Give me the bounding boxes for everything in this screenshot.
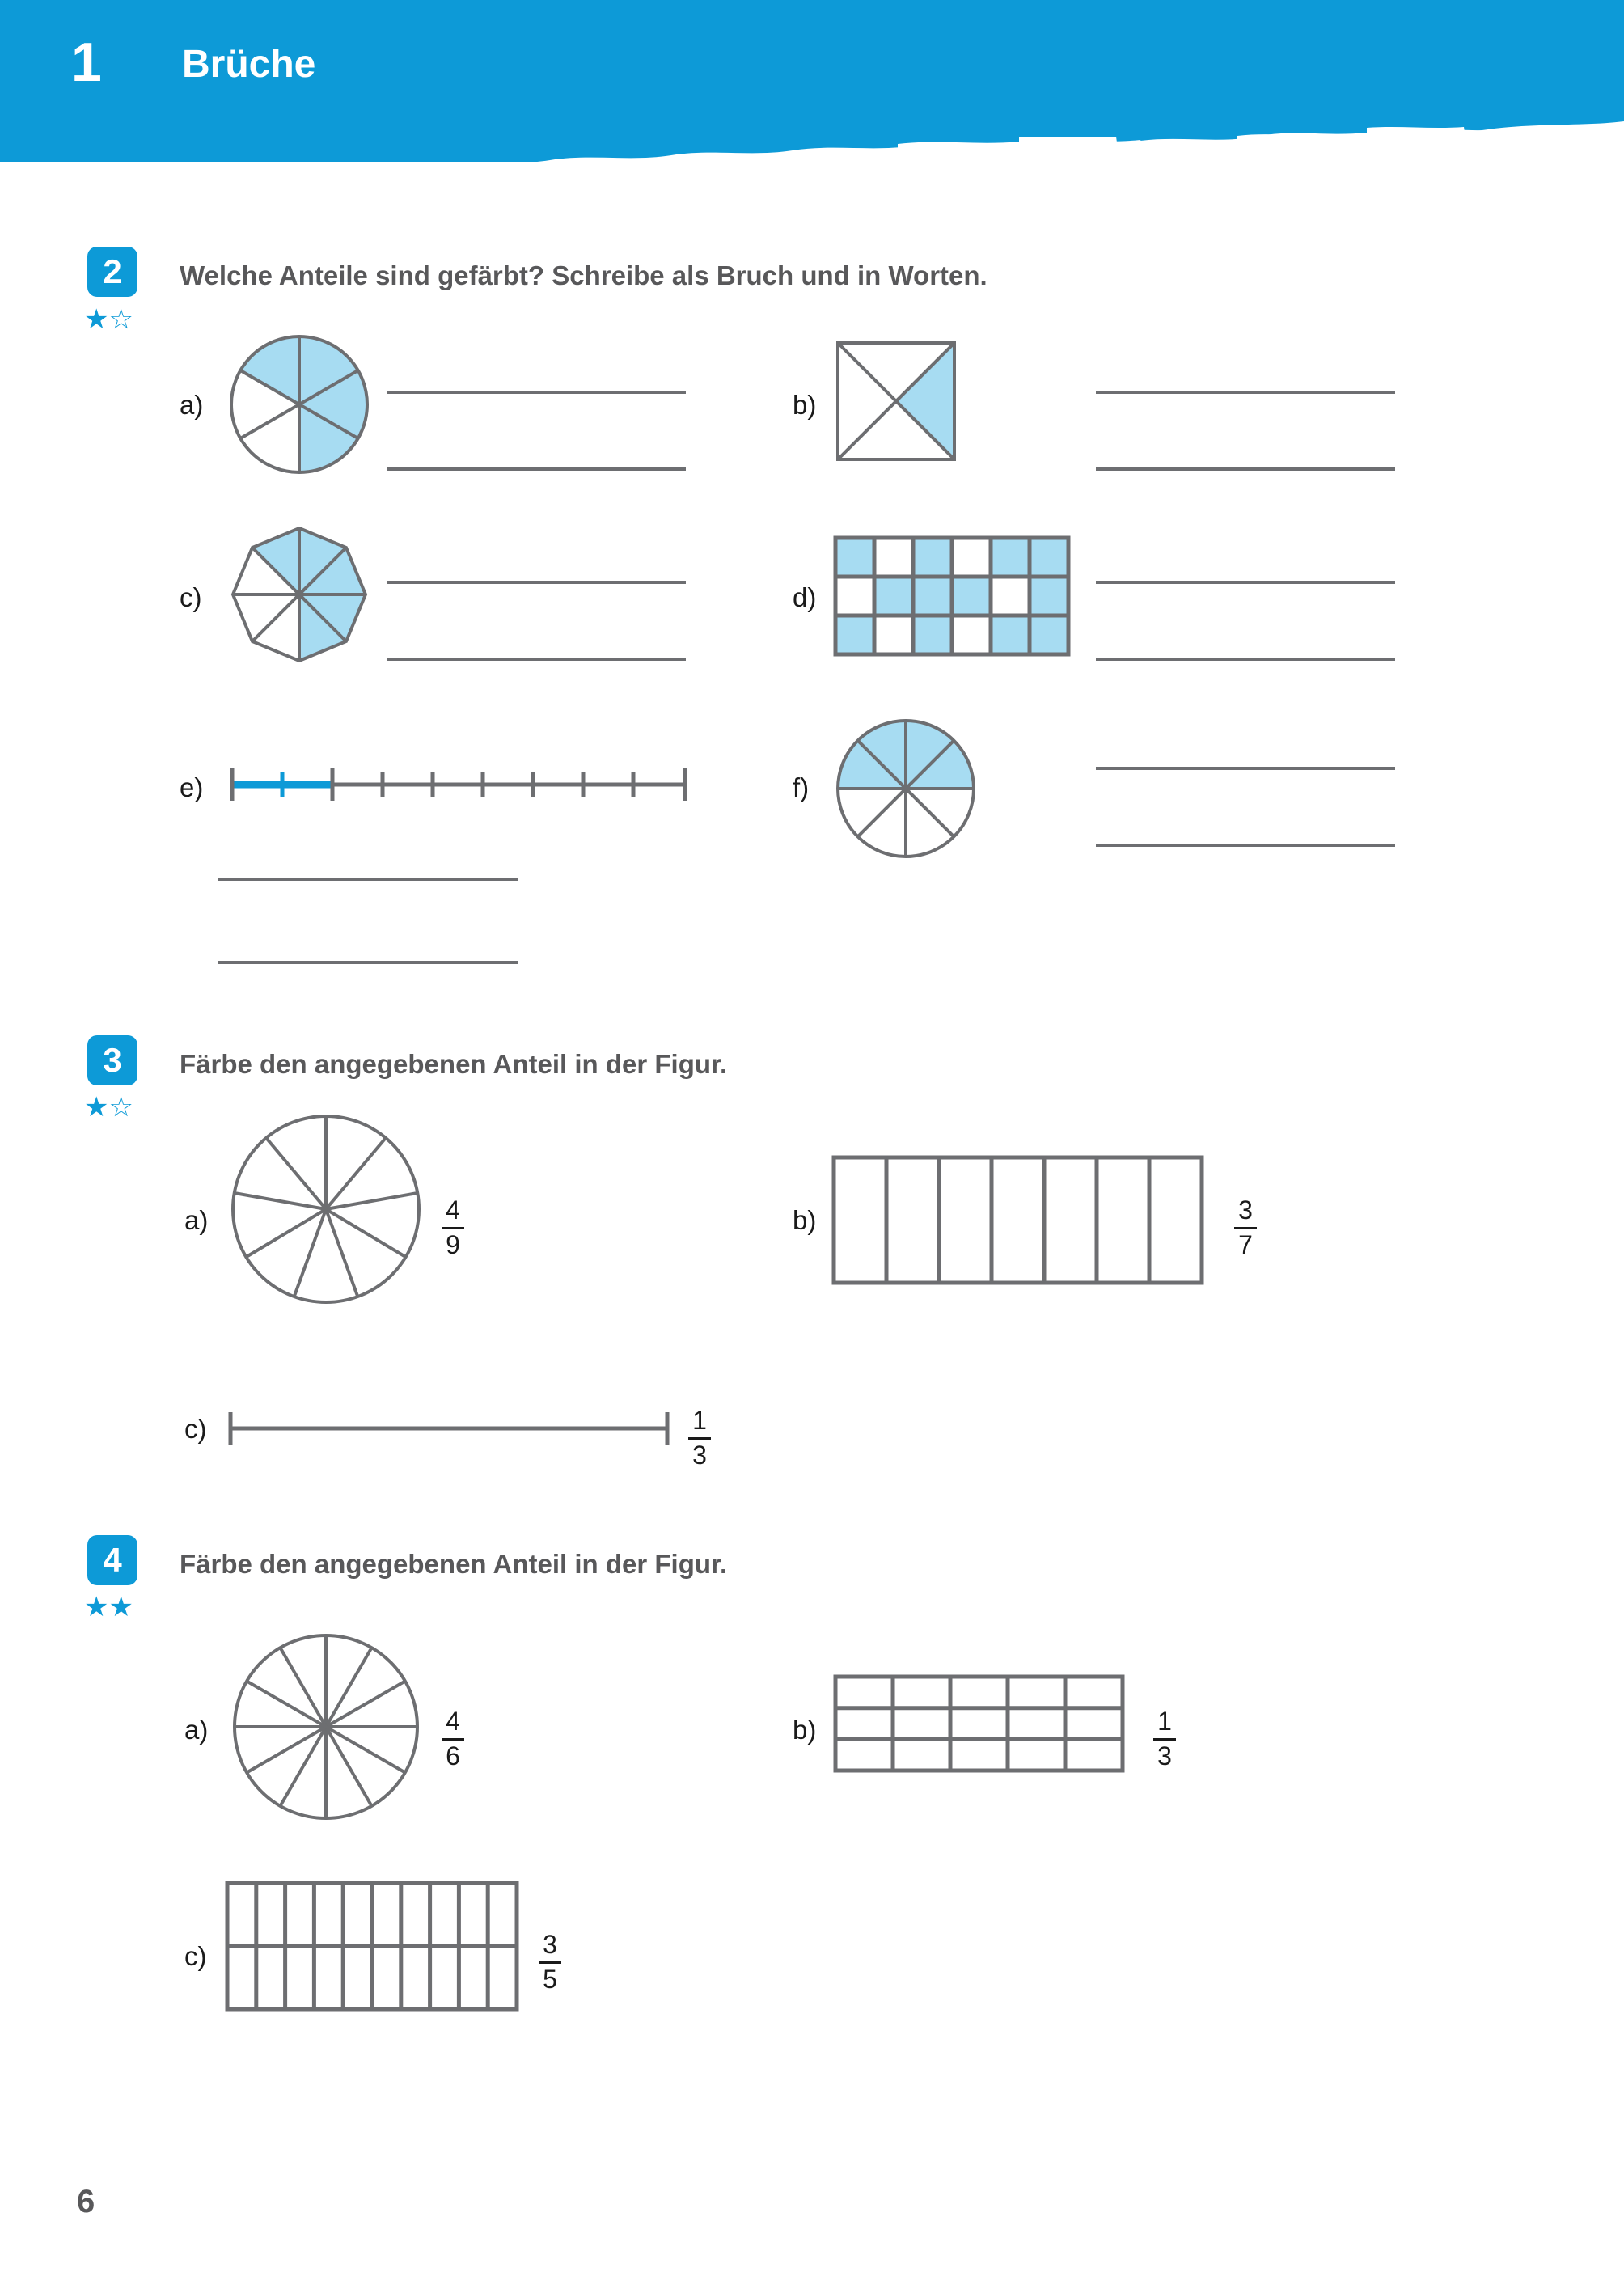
- fraction-bar: [539, 1961, 561, 1964]
- fraction-denominator: 7: [1238, 1229, 1253, 1259]
- item-label-3b: b): [793, 1205, 817, 1235]
- banner-brush-edge: [0, 121, 1624, 214]
- item-label-4b: b): [793, 1715, 817, 1745]
- item-label-2b: b): [793, 390, 817, 420]
- fraction-numerator: 4: [446, 1707, 460, 1736]
- figure-circle-6-sectors: [226, 332, 372, 477]
- figure-circle-9-sectors[interactable]: [225, 1108, 427, 1310]
- fraction-numerator: 1: [1157, 1707, 1172, 1736]
- figure-grid-6x3: [833, 535, 1076, 657]
- item-label-2c: c): [180, 582, 202, 612]
- figure-square-4-triangles: [833, 338, 959, 464]
- figure-number-line-9: [228, 762, 689, 807]
- item-label-2e: e): [180, 772, 204, 802]
- item-label-3c: c): [184, 1414, 207, 1444]
- exercise-stars-4: ★★: [84, 1591, 133, 1623]
- item-label-4a: a): [184, 1715, 209, 1745]
- fraction-bar: [442, 1738, 464, 1741]
- exercise-title-2: Welche Anteile sind gefärbt? Schreibe als Bruch und in Worten.: [180, 260, 988, 290]
- fraction-denominator: 6: [446, 1741, 460, 1771]
- fraction-denominator: 3: [692, 1440, 707, 1470]
- answer-rule-2a-1[interactable]: [387, 391, 686, 394]
- figure-circle-8-sectors: [829, 712, 983, 865]
- item-label-2a: a): [180, 390, 204, 420]
- item-label-4c: c): [184, 1941, 207, 1971]
- fraction-numerator: 3: [1238, 1195, 1253, 1225]
- answer-rule-2d-2[interactable]: [1096, 658, 1395, 661]
- fraction-3a: [437, 1197, 469, 1259]
- figure-grid-10x2[interactable]: [225, 1881, 524, 2014]
- answer-rule-2b-2[interactable]: [1096, 467, 1395, 471]
- fraction-denominator: 5: [543, 1964, 557, 1994]
- answer-rule-2c-2[interactable]: [387, 658, 686, 661]
- answer-rule-2e-1[interactable]: [218, 878, 518, 881]
- answer-rule-2e-2[interactable]: [218, 961, 518, 964]
- answer-rule-2f-2[interactable]: [1096, 844, 1395, 847]
- answer-rule-2a-2[interactable]: [387, 467, 686, 471]
- exercise-title-4: Färbe den angegebenen Anteil in der Figur.: [180, 1549, 728, 1579]
- fraction-4b: [1148, 1708, 1181, 1770]
- exercise-badge-4: 4: [87, 1535, 137, 1585]
- fraction-3c: [683, 1407, 716, 1469]
- item-label-2d: d): [793, 582, 817, 612]
- fraction-4a: [437, 1708, 469, 1770]
- fraction-numerator: 3: [543, 1930, 557, 1959]
- exercise-stars-2: ★☆: [84, 303, 133, 336]
- figure-rect-7-columns[interactable]: [831, 1155, 1212, 1288]
- figure-segment-line[interactable]: [226, 1406, 679, 1451]
- fraction-bar: [442, 1227, 464, 1229]
- answer-rule-2b-1[interactable]: [1096, 391, 1395, 394]
- fraction-denominator: 9: [446, 1229, 460, 1259]
- figure-grid-5x3[interactable]: [833, 1674, 1128, 1775]
- page-number: 6: [77, 2184, 95, 2219]
- exercise-stars-3: ★☆: [84, 1091, 133, 1123]
- chapter-number: 1: [71, 32, 101, 93]
- exercise-badge-2: 2: [87, 247, 137, 297]
- fraction-denominator: 3: [1157, 1741, 1172, 1771]
- fraction-bar: [1234, 1227, 1257, 1229]
- chapter-title: Brüche: [182, 43, 316, 86]
- figure-octagon-8-sectors: [222, 518, 376, 671]
- fraction-numerator: 1: [692, 1406, 707, 1435]
- exercise-badge-3: 3: [87, 1035, 137, 1085]
- fraction-bar: [688, 1437, 711, 1440]
- exercise-title-3: Färbe den angegebenen Anteil in der Figur.: [180, 1049, 728, 1079]
- answer-rule-2f-1[interactable]: [1096, 767, 1395, 770]
- figure-circle-12-sectors[interactable]: [225, 1626, 427, 1828]
- fraction-numerator: 4: [446, 1195, 460, 1225]
- fraction-3b: [1229, 1197, 1262, 1259]
- answer-rule-2d-1[interactable]: [1096, 581, 1395, 584]
- item-label-3a: a): [184, 1205, 209, 1235]
- item-label-2f: f): [793, 772, 810, 802]
- fraction-bar: [1153, 1738, 1176, 1741]
- fraction-4c: [534, 1931, 566, 1993]
- answer-rule-2c-1[interactable]: [387, 581, 686, 584]
